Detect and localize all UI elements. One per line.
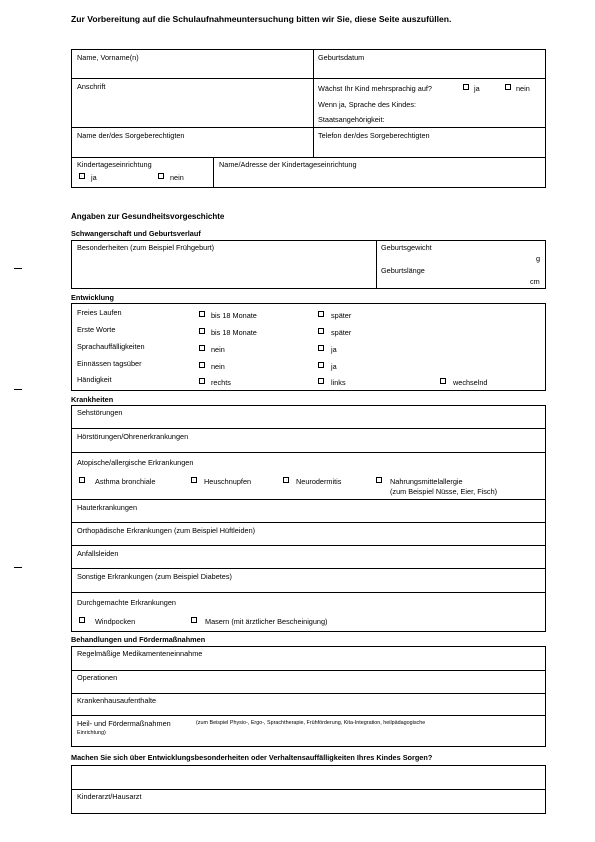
peculiarities-field[interactable]: Besonderheiten (zum Beispiel Frühgeburt) (77, 243, 215, 252)
hearing-field[interactable]: Hörstörungen/Ohrenerkrankungen (77, 432, 189, 441)
speech-opt2-label: ja (331, 345, 337, 354)
wetting-opt1-checkbox[interactable] (199, 362, 205, 368)
neurodermatitis-label: Neurodermitis (296, 477, 342, 486)
walking-opt2-label: später (331, 311, 352, 320)
illnesses-title: Krankheiten (71, 395, 114, 404)
wetting-opt2-label: ja (331, 362, 337, 371)
language-field[interactable]: Wenn ja, Sprache des Kindes: (318, 100, 417, 109)
wetting-opt2-checkbox[interactable] (318, 362, 324, 368)
concerns-question: Machen Sie sich über Entwicklungsbesonderheiten oder Verhaltensauffälligkeiten Ihres Kindes Sorgen? (71, 753, 433, 762)
therapy-field[interactable]: Heil- und Fördermaßnahmen (77, 719, 171, 728)
daycare-no-checkbox[interactable] (158, 173, 164, 179)
development-title: Entwicklung (71, 293, 114, 302)
handedness-opt2-checkbox[interactable] (318, 378, 324, 384)
wetting-opt1-label: nein (211, 362, 225, 371)
multilingual-no-checkbox[interactable] (505, 84, 511, 90)
guardians-field[interactable]: Name der/des Sorgeberechtigten (77, 131, 185, 140)
punch-mark (14, 567, 22, 568)
food-allergy-label: Nahrungsmittelallergie (390, 477, 463, 486)
measles-label: Masern (mit ärztlicher Bescheinigung) (205, 617, 328, 626)
operations-field[interactable]: Operationen (77, 673, 118, 682)
atopic-label: Atopische/allergische Erkrankungen (77, 458, 194, 467)
pregnancy-title: Schwangerschaft und Geburtsverlauf (71, 229, 201, 238)
therapy-example: (zum Beispiel Physio-, Ergo-, Sprachtherapie, Frühförderung, Kita-Integration, heilpädagogische (196, 720, 426, 726)
doctor-field[interactable]: Kinderarzt/Hausarzt (77, 792, 142, 801)
daycare-no-label: nein (170, 173, 184, 182)
unit-cm: cm (530, 277, 540, 286)
wetting-label: Einnässen tagsüber (77, 359, 142, 368)
hayfever-checkbox[interactable] (191, 477, 197, 483)
speech-opt2-checkbox[interactable] (318, 345, 324, 351)
speech-label: Sprachauffälligkeiten (77, 342, 145, 351)
seizures-field[interactable]: Anfallsleiden (77, 549, 119, 558)
walking-opt2-checkbox[interactable] (318, 311, 324, 317)
vision-field[interactable]: Sehstörungen (77, 408, 123, 417)
chickenpox-label: Windpocken (95, 617, 136, 626)
first-words-opt2-checkbox[interactable] (318, 328, 324, 334)
multilingual-no-label: nein (516, 84, 530, 93)
asthma-label: Asthma bronchiale (95, 477, 156, 486)
skin-field[interactable]: Hauterkrankungen (77, 503, 138, 512)
orthopedic-field[interactable]: Orthopädische Erkrankungen (zum Beispiel Hüftleiden) (77, 526, 256, 535)
handedness-opt3-label: wechselnd (453, 378, 488, 387)
multilingual-question: Wächst Ihr Kind mehrsprachig auf? (318, 84, 432, 93)
speech-opt1-label: nein (211, 345, 225, 354)
unit-g: g (536, 254, 541, 263)
handedness-opt1-label: rechts (211, 378, 231, 387)
hospital-field[interactable]: Krankenhausaufenthalte (77, 696, 157, 705)
first-words-label: Erste Worte (77, 325, 116, 334)
treatments-title: Behandlungen und Fördermaßnahmen (71, 635, 206, 644)
neurodermatitis-checkbox[interactable] (283, 477, 289, 483)
past-illness-label: Durchgemachte Erkrankungen (77, 598, 176, 607)
hayfever-label: Heuschnupfen (204, 477, 252, 486)
multilingual-yes-label: ja (474, 84, 480, 93)
handedness-label: Händigkeit (77, 375, 112, 384)
birth-weight-field[interactable]: Geburtsgewicht (381, 243, 432, 252)
multilingual-yes-checkbox[interactable] (463, 84, 469, 90)
walking-label: Freies Laufen (77, 308, 122, 317)
handedness-opt3-checkbox[interactable] (440, 378, 446, 384)
handedness-opt2-label: links (331, 378, 346, 387)
fold-mark (14, 268, 22, 269)
daycare-yes-label: ja (91, 173, 97, 182)
asthma-checkbox[interactable] (79, 477, 85, 483)
birthdate-field[interactable]: Geburtsdatum (318, 53, 365, 62)
daycare-label: Kindertageseinrichtung (77, 160, 152, 169)
health-section-title: Angaben zur Gesundheitsvorgeschichte (71, 212, 225, 221)
address-field[interactable]: Anschrift (77, 82, 106, 91)
walking-opt1-label: bis 18 Monate (211, 311, 257, 320)
food-allergy-checkbox[interactable] (376, 477, 382, 483)
first-words-opt1-label: bis 18 Monate (211, 328, 257, 337)
therapy-example-cont: Einrichtung) (77, 730, 106, 736)
food-allergy-example: (zum Beispiel Nüsse, Eier, Fisch) (390, 487, 498, 496)
walking-opt1-checkbox[interactable] (199, 311, 205, 317)
first-words-opt2-label: später (331, 328, 352, 337)
name-field[interactable]: Name, Vorname(n) (77, 53, 139, 62)
measles-checkbox[interactable] (191, 617, 197, 623)
chickenpox-checkbox[interactable] (79, 617, 85, 623)
intro-text: Zur Vorbereitung auf die Schulaufnahmeuntersuchung bitten wir Sie, diese Seite auszufüllen. (71, 14, 452, 24)
medication-field[interactable]: Regelmäßige Medikamenteneinnahme (77, 649, 203, 658)
citizenship-field[interactable]: Staatsangehörigkeit: (318, 115, 385, 124)
fold-mark (14, 389, 22, 390)
handedness-opt1-checkbox[interactable] (199, 378, 205, 384)
other-illness-field[interactable]: Sonstige Erkrankungen (zum Beispiel Diabetes) (77, 572, 232, 581)
daycare-yes-checkbox[interactable] (79, 173, 85, 179)
speech-opt1-checkbox[interactable] (199, 345, 205, 351)
birth-length-field[interactable]: Geburtslänge (381, 266, 425, 275)
guardian-phone-field[interactable]: Telefon der/des Sorgeberechtigten (318, 131, 430, 140)
first-words-opt1-checkbox[interactable] (199, 328, 205, 334)
daycare-address-field[interactable]: Name/Adresse der Kindertageseinrichtung (219, 160, 357, 169)
